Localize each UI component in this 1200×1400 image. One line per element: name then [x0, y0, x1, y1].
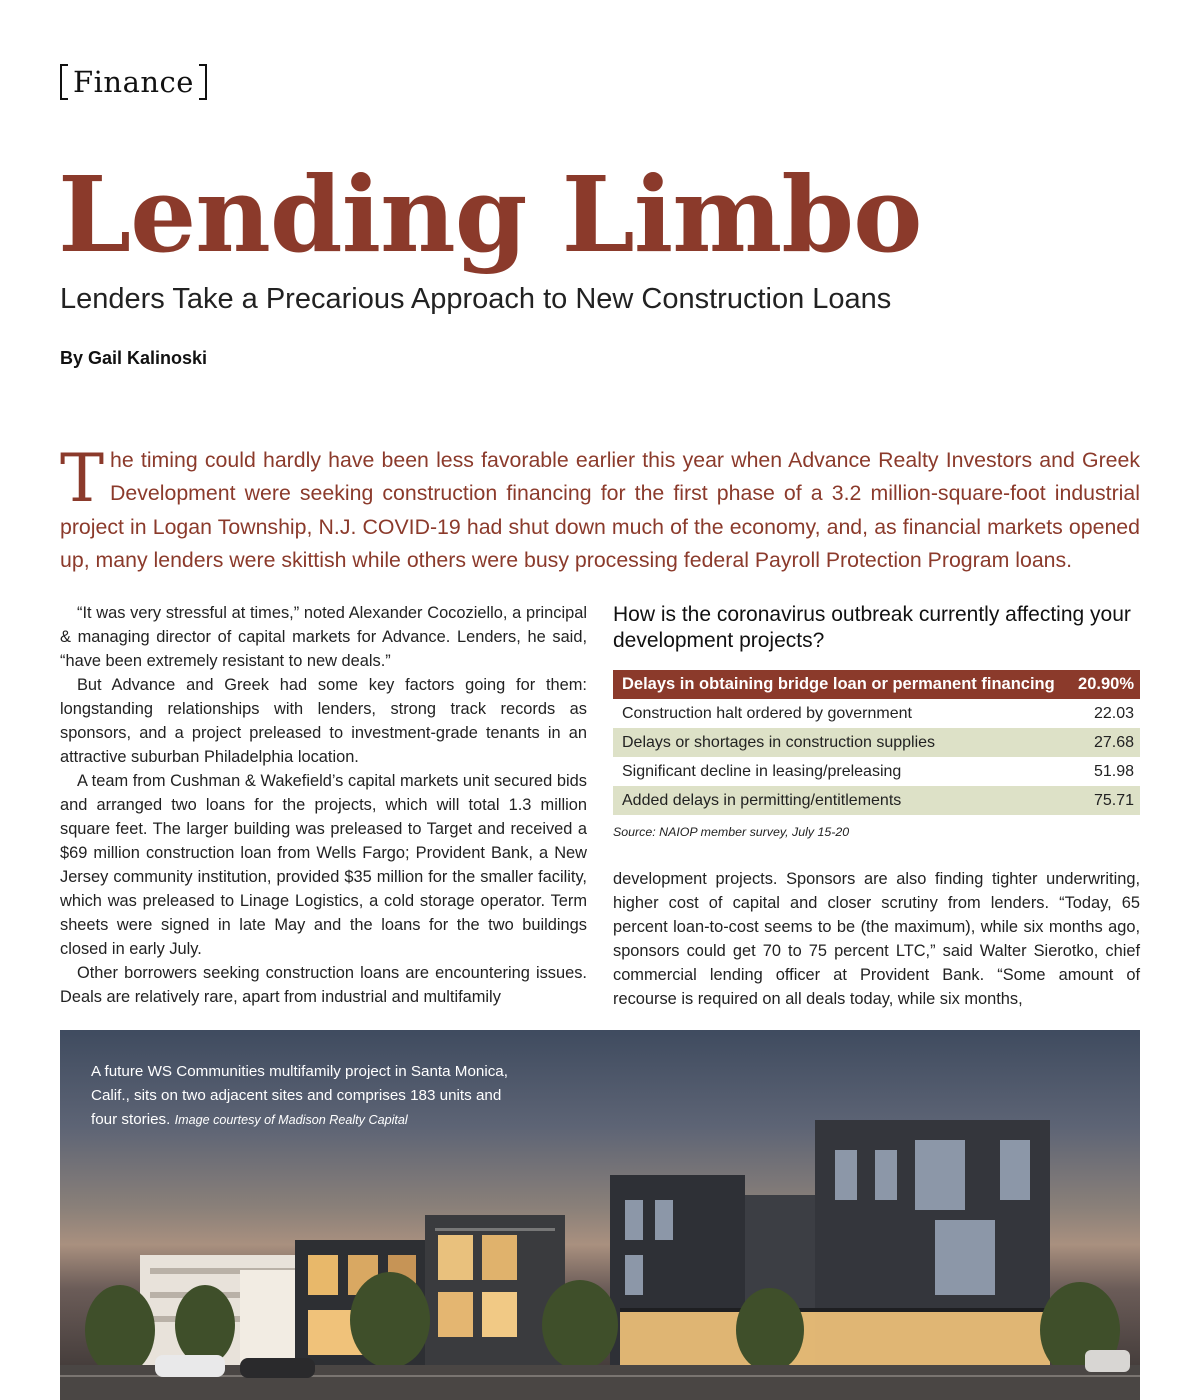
sidebar-source: Source: NAIOP member survey, July 15-20	[613, 825, 850, 839]
byline: By Gail Kalinoski	[60, 348, 208, 368]
table-row	[613, 786, 1140, 815]
subhead: Lenders Take a Precarious Approach to New Construction Loans	[60, 283, 892, 315]
body-paragraph: But Advance and Greek had some key factors going for them: longstanding relationships with lenders, strong track records as sponsors, and a project preleased to investment-grade tenants in an attractive suburban Philadelphia location.	[60, 676, 587, 766]
headline: Lending Limbo	[58, 153, 922, 276]
row-label: Construction halt ordered by government	[622, 704, 912, 722]
photo-caption	[91, 1060, 531, 1132]
row-value: 75.71	[1065, 786, 1140, 815]
section-tag: Finance	[60, 64, 207, 102]
body-paragraph: development projects. Sponsors are also finding tighter underwriting, higher cost of capital and closer scrutiny from lenders. “Today, 65 percent loan-to-cost seems to be (the maximum), while six months ago, sponsors could get 70 to 75 percent LTC,” said Walter Sierotko, chief commercial lending officer at Provident Bank. “Some amount of recourse is required on all deals today, while six months,	[613, 870, 1140, 1008]
caption-text: A future WS Communities multifamily project in Santa Monica, Calif., sits on two adjacent sites and comprises 183 units and four stories.	[91, 1063, 508, 1128]
survey-sidebar	[613, 602, 1140, 839]
row-value: 20.90%	[1065, 670, 1140, 699]
body-paragraph: Other borrowers seeking construction loans are encountering issues. Deals are relatively rare, apart from industrial and multifamily	[60, 964, 587, 1006]
body-paragraph: “It was very stressful at times,” noted Alexander Cocoziello, a principal & managing director of capital markets for Advance. Lenders, he said, “have been extremely resistant to new deals.”	[60, 604, 587, 670]
body-paragraph: A team from Cushman & Wakefield’s capital markets unit secured bids and arranged two loans for the projects, which will total 1.3 million square feet. The larger building was preleased to Target and received a $69 million construction loan from Wells Fargo; Provident Bank, a New Jersey community institution, provided $35 million for the smaller facility, which was preleased to Linage Logistics, a cold storage operator. Term sheets were signed in late May and the loans for the two buildings closed in early July.	[60, 772, 587, 958]
row-label: Significant decline in leasing/preleasing	[622, 762, 902, 780]
table-row	[613, 699, 1140, 728]
body-column-left	[60, 601, 587, 1009]
rendering-photo	[60, 1030, 1140, 1400]
row-value: 27.68	[1065, 728, 1140, 757]
row-label: Added delays in permitting/entitlements	[613, 786, 1065, 815]
body-column-right	[613, 867, 1140, 1011]
table-row	[613, 728, 1140, 757]
row-label: Delays in obtaining bridge loan or permanent financing	[613, 670, 1065, 699]
lede-text: he timing could hardly have been less favorable earlier this year when Advance Realty Investors and Greek Development were seeking construction financing for the first phase of a 3.2 million-square-foot industrial project in Logan Township, N.J. COVID-19 had shut down much of the economy, and, as financial markets opened up, many lenders were skittish while others were busy processing federal Payroll Protection Program loans.	[60, 448, 1140, 573]
drop-cap: T	[60, 440, 105, 517]
table-row	[613, 670, 1140, 699]
table-row	[613, 757, 1140, 786]
sidebar-question: How is the coronavirus outbreak currently affecting your development projects?	[613, 603, 1131, 652]
row-value: 22.03	[1093, 704, 1134, 722]
photo-credit: Image courtesy of Madison Realty Capital	[174, 1113, 408, 1127]
row-label: Delays or shortages in construction supplies	[613, 728, 1065, 757]
row-value: 51.98	[1093, 762, 1134, 780]
survey-table	[613, 670, 1140, 815]
lede-paragraph	[60, 440, 1140, 578]
